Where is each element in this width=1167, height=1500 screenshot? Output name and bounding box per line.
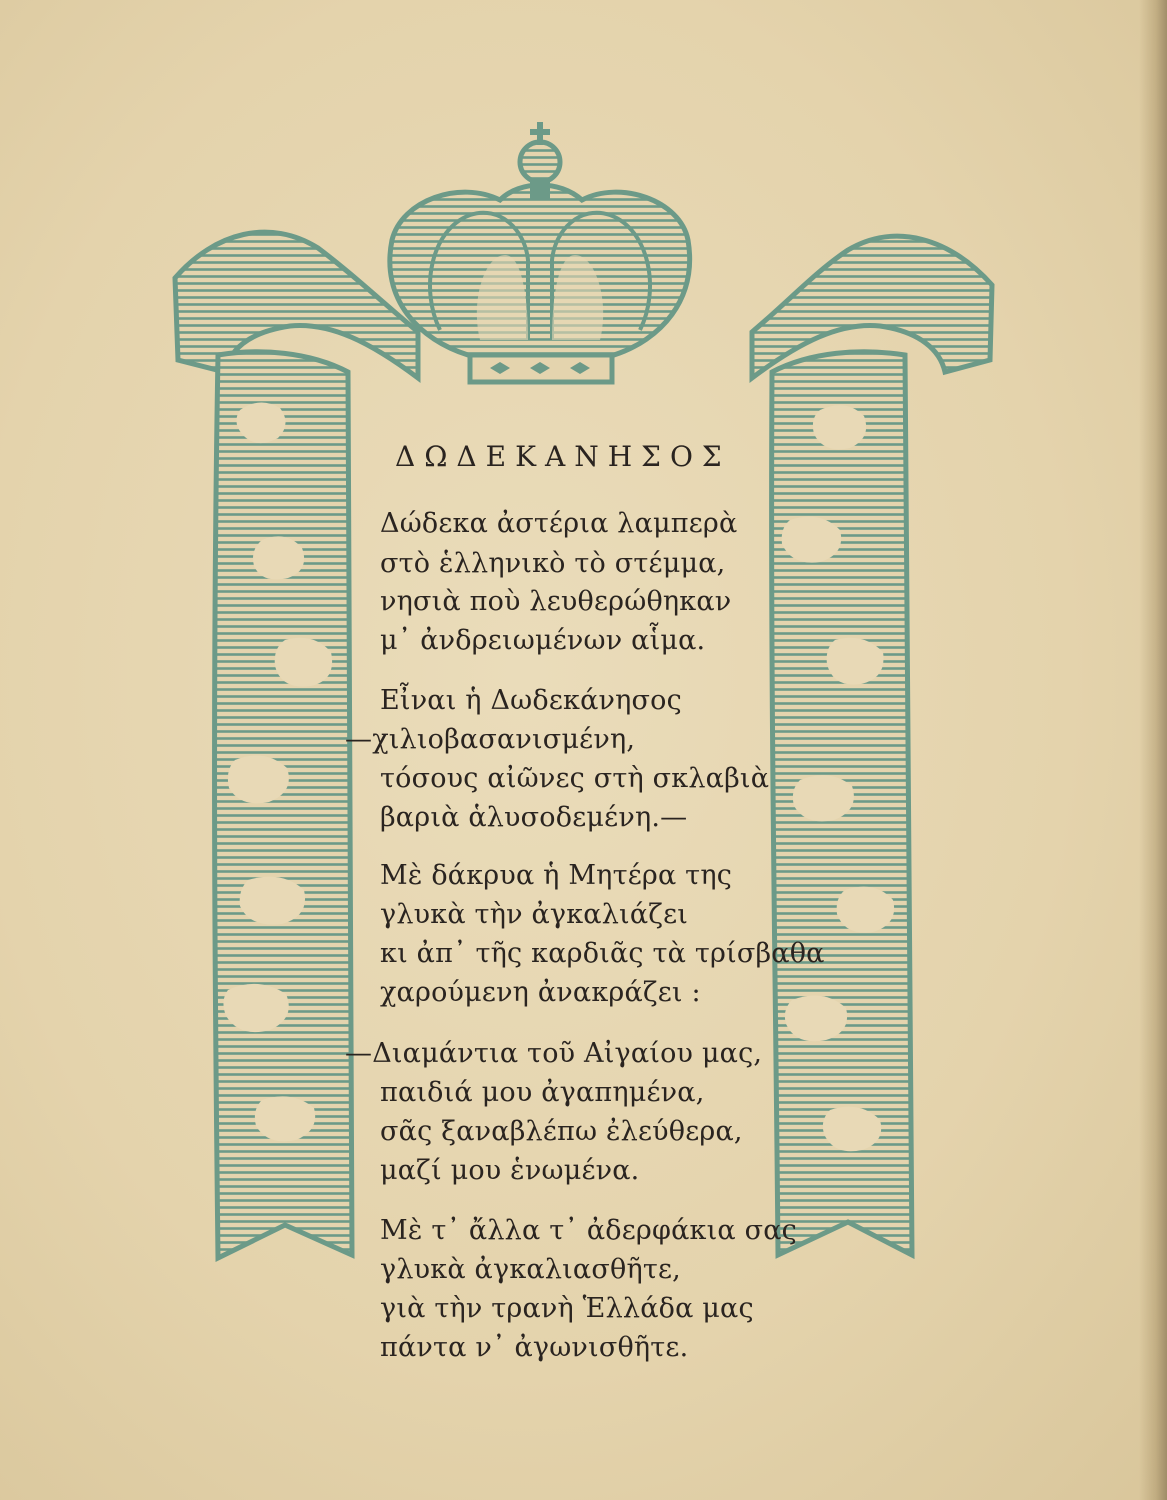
- poem-line: κι ἀπ᾿ τῆς καρδιᾶς τὰ τρίσβαθα: [380, 938, 825, 969]
- poem-line: —χιλιοβασανισμένη,: [345, 724, 636, 755]
- poem-line: πάντα ν᾿ ἀγωνισθῆτε.: [380, 1332, 689, 1363]
- crown-icon: [390, 122, 690, 382]
- poem-line: νησιὰ ποὺ λευθερώθηκαν: [380, 586, 732, 617]
- poem-line: παιδιά μου ἀγαπημένα,: [380, 1077, 705, 1108]
- poem-line: μαζί μου ἑνωμένα.: [380, 1155, 640, 1186]
- poem-line: Δώδεκα ἀστέρια λαμπερὰ: [380, 508, 738, 539]
- poem-line: γιὰ τὴν τρανὴ Ἑλλάδα μας: [380, 1293, 754, 1324]
- poem-line: χαρούμενη ἀνακράζει :: [380, 977, 701, 1008]
- poem-line: σᾶς ξαναβλέπω ἐλεύθερα,: [380, 1116, 743, 1147]
- poem-line: γλυκὰ ἀγκαλιασθῆτε,: [380, 1254, 681, 1285]
- poem-line: τόσους αἰῶνες στὴ σκλαβιὰ: [380, 763, 770, 794]
- poem-line: Μὲ τ᾿ ἄλλα τ᾿ ἀδερφάκια σας: [380, 1215, 797, 1246]
- poem-line: Μὲ δάκρυα ἡ Μητέρα της: [380, 860, 733, 891]
- poem-title: ΔΩΔΕΚΑΝΗΣΟΣ: [395, 440, 731, 473]
- poem-line: —Διαμάντια τοῦ Αἰγαίου μας,: [345, 1038, 763, 1069]
- poem-line: μ᾿ ἀνδρειωμένων αἷμα.: [380, 625, 706, 656]
- poem-line: γλυκὰ τὴν ἀγκαλιάζει: [380, 899, 689, 930]
- poem-line: Εἶναι ἡ Δωδεκάνησος: [380, 685, 682, 716]
- poem-line: στὸ ἑλληνικὸ τὸ στέμμα,: [380, 548, 726, 579]
- poem-line: βαριὰ ἁλυσοδεμένη.—: [380, 802, 688, 833]
